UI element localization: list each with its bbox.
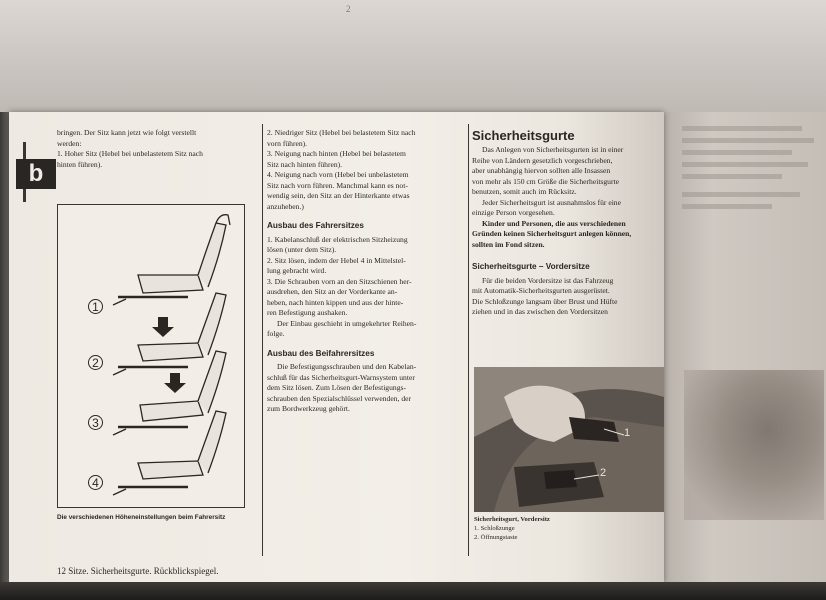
text-line: lösen (unter dem Sitz). [267,245,337,254]
page-footer: 12 Sitze. Sicherheitsgurte. Rückblickspiegel. [57,566,219,576]
text-line: vorn führen). [267,138,308,148]
figure-label-3: 3 [88,415,103,430]
photo-caption-item: 2. Öffnungstaste [474,534,518,541]
text-line: Die Schloßzunge langsam über Brust und Hüfte [472,296,618,306]
figure-label-1: 1 [88,299,103,314]
seat-height-figure [57,204,245,508]
text-line: einzige Person vorgesehen. [472,208,555,217]
text-line: Jeder Sicherheitsgurt ist ausnahmslos für eine [482,197,621,207]
text-line: anzuheben.) [267,201,304,211]
text-line: mit Automatik-Sicherheitsgurten ausgerüstet. [472,286,610,295]
text-line: zum Bordwerkzeug gehört. [267,404,350,413]
text-line: Das Anlegen von Sicherheitsgurten ist in einer [482,145,624,154]
seatbelt-buckle-image [474,367,664,512]
text-line: bringen. Der Sitz kann jetzt wie folgt verstellt [57,128,197,137]
passenger-seat-heading: Ausbau des Beifahrersitzes [267,348,375,358]
column-1 [57,128,257,170]
text-line: ren Befestigung aushaken. [267,308,348,317]
figure-label-2: 2 [88,355,103,370]
column-2 [267,128,465,415]
driver-seat-heading: Ausbau des Fahrersitzes [267,221,364,230]
column-divider [468,124,469,556]
front-seat-heading: Sicherheitsgurte – Vordersitze [472,262,590,271]
text-line: von mehr als 150 cm Größe die Sicherheitsgurte [472,176,619,186]
text-line: dem Sitz lösen. Zum Lösen der Befestigungs- [267,383,406,392]
manual-page [9,112,664,582]
text-line: 2. Niedriger Sitz (Hebel bei belastetem Sitz nach [267,128,416,137]
text-line: heben, nach hinten kippen und aus der hinte- [267,297,404,307]
photo-caption-title: Sicherheitsgurt, Vordersitz [474,516,550,523]
seat-illustration [58,205,244,507]
text-line: Gründen keinen Sicherheitsgurt anlegen können, [472,229,632,238]
text-line: Sitz nach hinten führen). [267,159,343,169]
column-divider [262,124,263,556]
book-spine [0,112,9,582]
next-page-blurred [664,112,826,582]
text-line: 3. Die Schrauben vorn an den Sitzschienen her- [267,276,412,286]
section-tab: b [16,159,56,189]
photo-caption [474,515,664,542]
top-background [0,0,826,115]
header-mark: 2 [346,4,351,14]
text-line: ausdrehen, den Sitz an der Vorderkante an- [267,287,398,296]
photo-caption-item: 1. Schloßzunge [474,525,515,532]
text-line: aber unabhängig hiervon sollten alle Insassen [472,166,611,175]
figure-caption: Die verschiedenen Höheneinstellungen beim Fahrersitz [57,514,226,521]
column-3 [472,128,664,318]
text-line: 1. Hoher Sitz (Hebel bei unbelastetem Sitz nach [57,149,203,158]
text-line: 2. Sitz lösen, indem der Hebel 4 in Mittelstel- [267,255,406,265]
seatbelt-photo [474,367,664,512]
text-line: Für die beiden Vordersitze ist das Fahrzeug [482,275,614,285]
photo-label-2: 2 [600,467,607,479]
bottom-shadow [0,582,826,600]
text-line: Reihe von Ländern gesetzlich vorgeschrieben, [472,155,613,165]
text-line: werden: [57,138,82,148]
text-line: benutzen, somit auch im Rücksitz. [472,187,577,196]
figure-label-4: 4 [88,475,103,490]
text-line: sollten im Fond sitzen. [472,239,545,249]
section-title: Sicherheitsgurte [472,128,575,143]
text-line: Kinder und Personen, die aus verschiedenen [482,218,626,228]
text-line: hinten führen). [57,159,103,169]
text-line: Die Befestigungsschrauben und den Kabelan- [277,362,417,371]
text-line: Sitz nach vorn führen. Manchmal kann es not- [267,180,408,190]
text-line: 1. Kabelanschluß der elektrischen Sitzheizung [267,234,408,244]
text-line: Der Einbau geschieht in umgekehrter Reihen- [277,318,417,328]
text-line: ziehen und in das zwischen den Vordersitzen [472,307,608,316]
text-line: wendig sein, den Sitz an der Hinterkante etwas [267,191,410,200]
text-line: 3. Neigung nach hinten (Hebel bei belastetem [267,149,406,158]
photo-label-1: 1 [624,427,631,439]
text-line: schluß für das Sicherheitsgurt-Warnsystem unter [267,372,415,382]
text-line: 4. Neigung nach vorn (Hebel bei unbelastetem [267,170,409,179]
text-line: lung gebracht wird. [267,266,327,275]
text-line: schrauben den Spezialschlüssel verwenden, der [267,393,412,403]
text-line: folge. [267,329,285,338]
